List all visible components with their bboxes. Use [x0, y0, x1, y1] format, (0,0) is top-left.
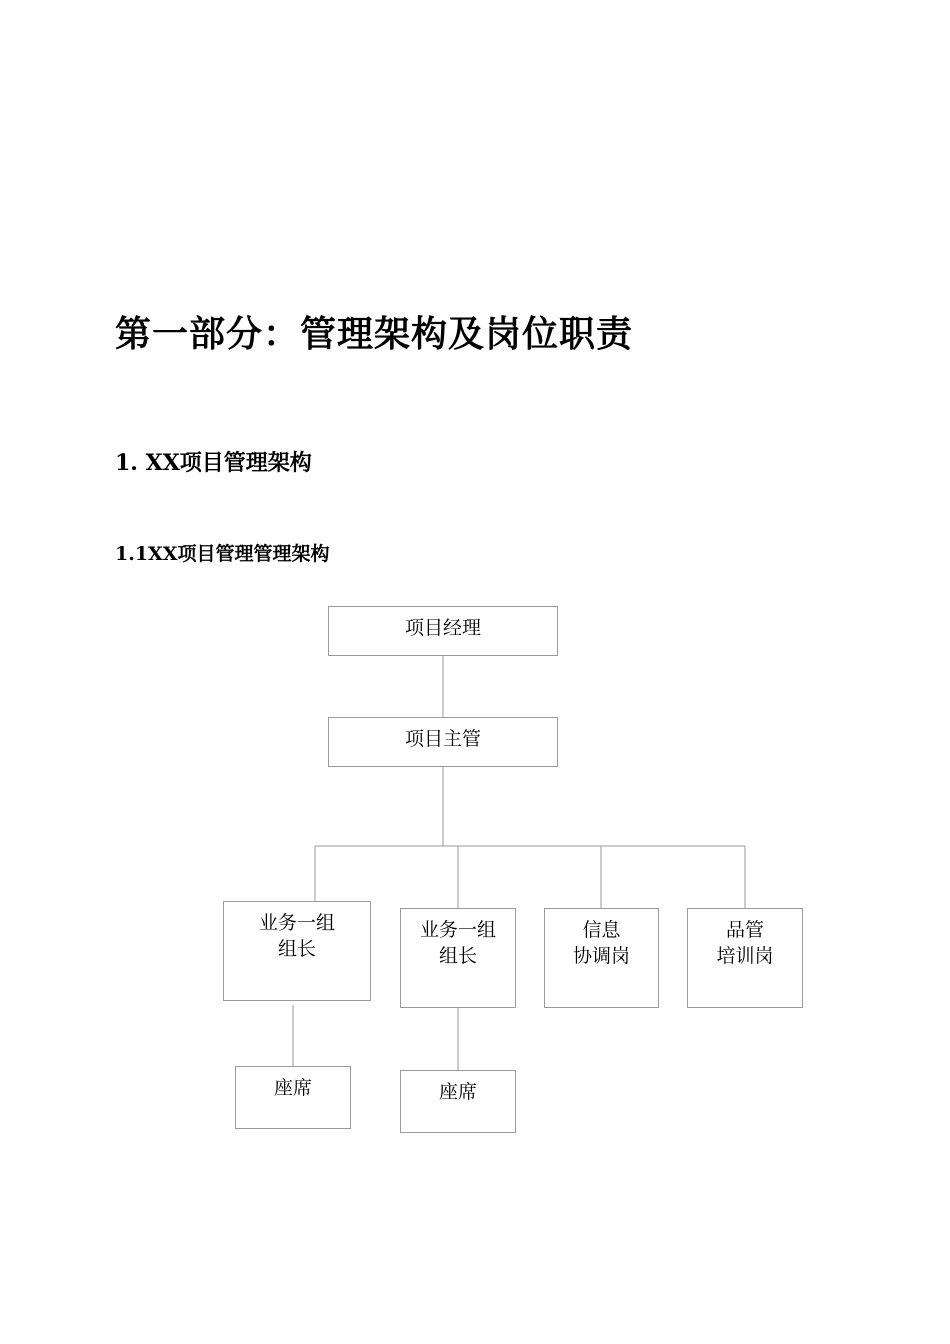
- org-node-team-leader-2: [400, 908, 516, 1008]
- org-node-seat-2: [400, 1070, 516, 1133]
- org-node-label-line2: 培训岗: [716, 945, 774, 967]
- org-node-team-leader-1: [223, 901, 371, 1001]
- section-heading: 1. XX项目管理架构: [115, 450, 312, 476]
- org-node-label: 座席: [273, 1077, 312, 1099]
- org-node-label: 项目主管: [404, 728, 481, 750]
- org-node-label-line1: 业务一组: [258, 912, 335, 934]
- sub-heading: 1.1XX项目管理管理架构: [115, 543, 330, 565]
- org-node-label: 项目经理: [404, 617, 481, 639]
- org-node-label-line2: 协调岗: [572, 945, 630, 967]
- org-node-seat-1: [235, 1066, 351, 1129]
- org-node-quality-training: [687, 908, 803, 1008]
- org-node-label-line2: 组长: [277, 938, 316, 960]
- page-title: 第一部分：管理架构及岗位职责: [115, 313, 634, 355]
- org-node-label-line2: 组长: [438, 945, 477, 967]
- org-node-label-line1: 业务一组: [419, 919, 496, 941]
- org-node-project-manager: [328, 606, 558, 656]
- org-node-label-line1: 信息: [582, 919, 621, 941]
- org-node-label: 座席: [438, 1081, 477, 1103]
- org-node-label-line1: 品管: [725, 919, 764, 941]
- org-node-project-supervisor: [328, 717, 558, 767]
- org-node-info-coordination: [544, 908, 659, 1008]
